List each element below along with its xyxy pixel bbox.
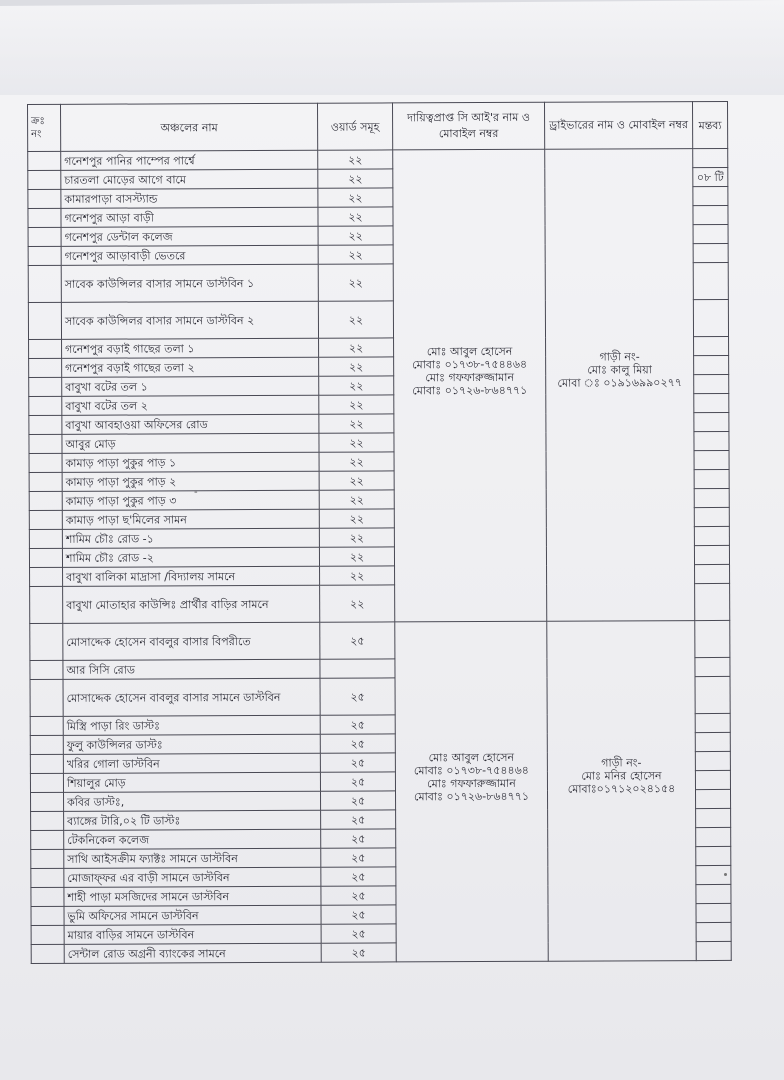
row-serial [31,811,64,830]
row-serial [30,660,63,679]
row-ward: ২৫ [321,810,396,829]
row-remark [694,336,729,355]
row-remark: ০৮ টি [693,167,728,186]
row-ward: ২২ [319,433,394,452]
header-ci: দায়িত্বপ্রাপ্ত সি আই'র নাম ও মোবাইল নম্বর [392,102,544,150]
stray-pen-mark: - [194,487,198,498]
row-serial [31,849,64,868]
row-serial [28,302,61,339]
table-body [28,148,732,963]
row-ward: ২২ [319,376,394,395]
row-serial [30,716,63,735]
row-serial [29,396,62,415]
row-ward: ২৫ [320,753,395,772]
row-serial [29,510,62,529]
row-ward: ২২ [320,566,395,585]
row-serial [30,586,63,623]
row-remark [693,299,728,336]
row-ward: ২৫ [320,734,395,753]
row-area: মিস্ত্রি পাড়া রিং ডাস্টঃ [63,715,320,735]
row-ward: ২২ [319,547,394,566]
row-ward: ২৫ [321,829,396,848]
row-remark [696,808,731,827]
row-remark [694,355,729,374]
row-remark [693,224,728,243]
row-remark [693,243,728,262]
row-serial [29,358,62,377]
row-area: বাবুখা মোতাহার কাউন্সিঃ প্রার্থীর বাড়ির সামনে [63,585,320,623]
row-area: বাবুখা বটের তল ১ [62,376,319,396]
driver-contact-line: গাড়ী নং- [601,756,642,770]
row-serial [29,529,62,548]
row-serial [28,227,61,246]
row-area: শিয়ালুর মোড় [63,772,320,792]
header-serial: ক্রঃ নং [28,104,61,151]
row-area: গনেশপুর আড়াবাড়ী ভেতরে [61,245,318,265]
row-area: কামাড় পাড়া ছ'মিলের সামন [62,509,319,529]
row-ward: ২২ [319,509,394,528]
row-area: শাহী পাড়া মসজিদের সামনে ডাস্টবিন [64,886,321,906]
row-serial [29,453,62,472]
row-area: চারতলা মোড়ের আগে বামে [61,169,318,189]
ci-contact-line: মোঃ গফফারুজ্জামান [425,370,515,384]
row-area: মোসাদ্দেক হোসেন বাবলুর বাসার সামনে ডাস্টবিন [63,678,320,716]
row-area: কবির ডাস্টঃ, [64,791,321,811]
row-serial [28,189,61,208]
row-remark [693,205,728,224]
row-area: মোসাদ্দেক হোসেন বাবলুর বাসার বিপরীতে [63,622,320,660]
row-area: গনেশপুর বড়াই গাছের তলা ১ [62,338,319,358]
row-remark [694,412,729,431]
row-serial [28,208,61,227]
row-area: সাথি আইসক্রীম ফ্যাক্টঃ সামনে ডাস্টবিন [64,848,321,868]
group2-driver-cell [547,621,696,962]
row-ward: ২৫ [321,867,396,886]
row-remark [694,488,729,507]
row-serial [31,868,64,887]
row-area: কামাড় পাড়া পুকুর পাড় ২ [62,471,319,491]
row-area: বাবুখা বালিকা মাদ্রাসা /বিদ্যালয় সামনে [63,566,320,586]
driver-contact-line: মোঃ মনির হোসেন [581,769,662,783]
row-ward: ২৫ [321,905,396,924]
header-area: অঞ্চলের নাম [61,103,318,151]
row-ward: ২২ [319,471,394,490]
row-serial [30,754,63,773]
driver-contact-line: মোঃ কালু মিয়া [587,363,653,377]
row-serial [29,339,62,358]
collection-schedule-table [27,101,732,964]
row-serial [31,792,64,811]
row-area: কামারপাড়া বাসস্ট্যান্ড [61,188,318,208]
row-serial [31,944,64,963]
row-remark [695,620,730,657]
row-ward: ২২ [318,226,393,245]
row-serial [29,415,62,434]
row-ward: ২৫ [321,924,396,943]
row-ward: ২৫ [320,715,395,734]
row-ward: ২২ [318,301,393,338]
row-remark [695,789,730,808]
ci-contact-line: মোবাঃ ০১৭৩৮-৭৫৪৪৬৪ [412,357,528,371]
row-area: ভুমি অফিসের সামনে ডাস্টবিন [64,905,321,925]
row-area: বাবুখা বটের তল ২ [62,395,319,415]
ci-contact-line: মোবাঃ ০১৭২৬-৮৬৪৭৭১ [412,383,528,397]
row-remark [693,262,728,299]
row-area: গনেশপুর পানির পাম্পের পার্শ্বে [61,150,318,170]
row-area: গনেশপুর বড়াই গাছের তলা ২ [62,357,319,377]
row-ward: ২৫ [321,791,396,810]
row-remark [694,450,729,469]
ci-contact-line: মোঃ গফফারুজ্জামান [427,776,516,790]
row-remark [695,676,730,713]
row-ward: ২২ [319,490,394,509]
row-remark [696,941,731,960]
row-serial [29,434,62,453]
row-ward: ২৫ [320,772,395,791]
row-remark [693,148,728,167]
row-ward: ২২ [318,264,393,301]
group1-driver-cell [545,149,695,622]
driver-contact-line: গাড়ী নং- [599,350,640,364]
row-area: বাবুখা আবহাওয়া অফিসের রোড [62,414,319,434]
ci-contact-line: মোবাঃ ০১৭২৬-৮৬৪৭৭১ [413,789,530,803]
ci-contact-line: মোবাঃ ০১৭৩৮-৭৫৪৪৬৪ [413,763,529,777]
row-area: আর সিসি রোড [63,659,320,679]
driver-contact-line: মোবা ঃ ০১৯১৬৯৯০২৭৭ [557,376,682,390]
row-serial [30,735,63,754]
row-area: টেকনিকেল কলেজ [64,829,321,849]
row-remark [695,583,730,620]
row-area: ব্যাঙ্গের টারি,০২ টি ডাস্টঃ [64,810,321,830]
row-ward: ২২ [318,169,393,188]
row-area: কামাড় পাড়া পুকুর পাড় ১ [62,452,319,472]
row-serial [28,246,61,265]
row-remark [694,526,729,545]
row-remark [696,884,731,903]
row-area: শামিম চৌঃ রোড -১ [62,528,319,548]
row-area: গনেশপুর আড়া বাড়ী [61,207,318,227]
row-serial [29,548,62,567]
row-ward: ২২ [319,452,394,471]
row-remark [696,922,731,941]
row-remark [695,713,730,732]
row-remark [696,827,731,846]
row-ward: ২২ [319,338,394,357]
row-ward: ২২ [318,207,393,226]
header-driver: ড্রাইভারের নাম ও মোবাইল নম্বর [544,102,692,150]
row-remark [695,657,730,676]
row-remark [694,469,729,488]
row-ward: ২২ [319,414,394,433]
row-area: গনেশপুর ডেন্টাল কলেজ [61,226,318,246]
table-row [28,148,728,170]
row-remark [694,507,729,526]
row-serial [30,773,63,792]
header-ward: ওয়ার্ড সমূহ [317,103,392,150]
ci-contact-line: মোঃ আবুল হোসেন [426,344,513,358]
row-ward: ২৫ [321,886,396,905]
row-area: মায়ার বাড়ির সামনে ডাস্টবিন [64,924,321,944]
row-area: সেন্টাল রোড অগ্রনী ব্যাংকের সামনে [64,943,321,963]
row-ward: ২২ [320,585,395,622]
row-remark [696,903,731,922]
table-header-row [28,101,728,151]
row-ward: ২৫ [320,678,395,715]
row-ward: ২২ [319,357,394,376]
table-row [30,620,730,660]
row-remark [694,393,729,412]
row-remark [696,846,731,865]
row-ward: ২৫ [320,622,395,659]
group1-ci-cell [393,149,547,622]
row-ward: ২২ [319,528,394,547]
row-serial [31,906,64,925]
row-ward: ২২ [319,395,394,414]
group2-ci-cell [395,621,548,962]
row-ward: ২২ [318,188,393,207]
row-ward: ২২ [318,150,393,169]
row-remark [693,186,728,205]
row-remark [694,431,729,450]
ci-contact-line: মোঃ আবুল হোসেন [428,750,515,764]
row-ward: ২২ [318,245,393,264]
row-area: শামিম চৌঃ রোড -২ [62,547,319,567]
row-serial [31,925,64,944]
row-serial [28,151,61,170]
row-remark [695,732,730,751]
row-area: মোজাফ্ফর এর বাড়ী সামনে ডাস্টবিন [64,867,321,887]
row-serial [28,170,61,189]
driver-contact-line: মোবাঃ০১৭১২০২৪১৫৪ [567,782,676,796]
row-ward: ২৫ [321,848,396,867]
row-remark [694,374,729,393]
row-serial [29,377,62,396]
row-serial [30,567,63,586]
header-remarks: মন্তব্য [692,101,727,148]
row-serial [31,830,64,849]
row-area: আবুর মোড় [62,433,319,453]
row-area: সাবেক কাউন্সিলর বাসার সামনে ডাস্টবিন ১ [61,264,318,302]
row-ward [320,659,395,678]
row-area: ফুলু কাউন্সিলর ডাস্টঃ [63,734,320,754]
row-remark [695,751,730,770]
row-area: খরির গোলা ডাস্টবিন [63,753,320,773]
row-ward: ২৫ [321,943,396,962]
row-serial [30,679,63,716]
row-remark [695,770,730,789]
row-area: সাবেক কাউন্সিলর বাসার সামনে ডাস্টবিন ২ [61,301,318,339]
row-remark [695,564,730,583]
scan-speck [724,873,727,876]
row-remark [694,545,729,564]
row-serial [28,265,61,302]
row-serial [29,472,62,491]
row-serial [30,623,63,660]
row-serial [29,491,62,510]
row-serial [31,887,64,906]
row-area: কামাড় পাড়া পুকুর পাড় ৩ [62,490,319,510]
paper-top-margin [0,0,784,95]
